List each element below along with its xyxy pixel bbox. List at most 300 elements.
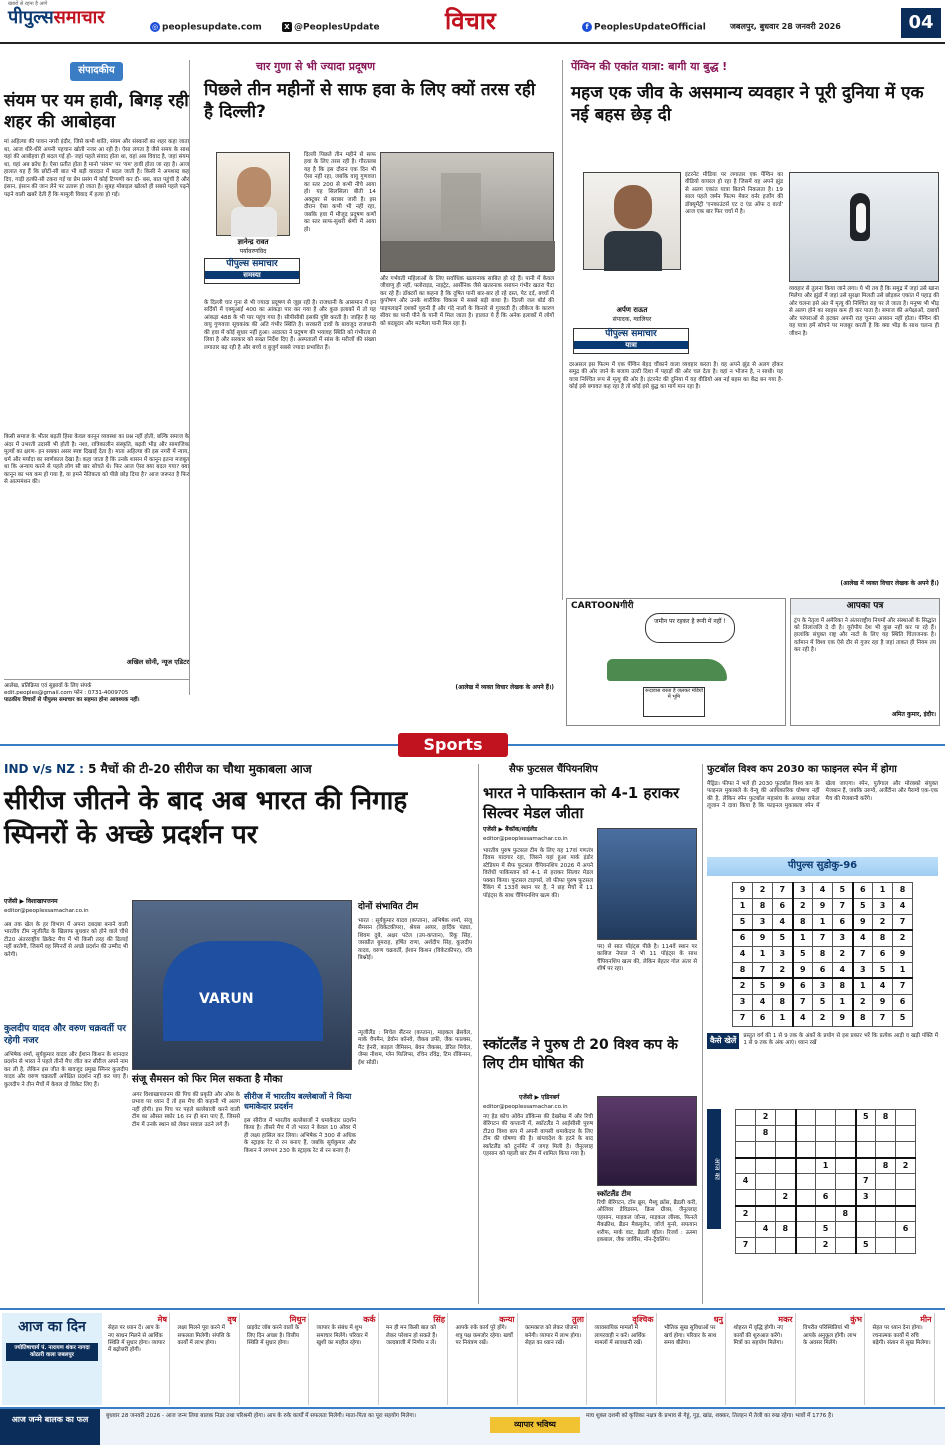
sudoku-cell: 8 (773, 994, 793, 1010)
horoscope-sign (523, 1313, 587, 1405)
sudoku-cell[interactable]: 4 (736, 1174, 756, 1190)
facebook-icon: f (582, 22, 592, 32)
sudoku-cell[interactable]: 7 (736, 1238, 756, 1254)
sudoku-cell[interactable] (836, 1110, 856, 1126)
newspaper-logo[interactable]: पीपुल्ससमाचार (8, 7, 105, 28)
teams-title: दोनों संभावित टीम (358, 902, 419, 912)
sudoku-cell[interactable]: 6 (816, 1190, 836, 1206)
sudoku-puzzle-grid[interactable] (735, 1109, 916, 1254)
author-role: पर्यावरणविद (239, 248, 267, 255)
article-penguin (562, 60, 942, 600)
sudoku-cell[interactable] (796, 1126, 816, 1142)
sudoku-cell: 4 (753, 994, 773, 1010)
author-name: ज्ञानेन्द्र रावत (237, 238, 269, 246)
sign-name: कुंभ (850, 1315, 862, 1324)
sudoku-cell: 8 (853, 1010, 873, 1026)
sudoku-cell: 8 (793, 914, 813, 930)
scotland-squad: रिची बेरिंगटन, टॉम ब्रूस, मैथ्यू क्रॉस, ब्रैडली करी, ओलिवर डेविडसन, क्रिस ग्रीव्स, जैनुल्लाह एहसान, माइकल जोन्स, माइकल लीस्क, फिनले मैकक्रीथ, ब्रैंडन मैकमुलेन, जॉर्ज मुन्से, सफयान शरीफ, मार्क वाट, ब्रैडली व्हील। रिजर्व : ऊस्मा इकबाल, जैक जार्विस, नॉन-ट्रैवलिंग। (597, 1200, 697, 1244)
sudoku-cell: 4 (833, 962, 853, 978)
horoscope-sign (871, 1313, 935, 1405)
article-footer: (आलेख में व्यक्त विचार लेखक के अपने हैं।) (455, 684, 554, 691)
sudoku-cell: 4 (793, 1010, 813, 1026)
sudoku-cell: 4 (773, 914, 793, 930)
scotland-squad-title: स्कॉटलैंड टीम (597, 1190, 631, 1198)
sudoku-cell[interactable] (756, 1190, 776, 1206)
topic-box-tag: समस्या (205, 271, 299, 280)
sudoku-cell[interactable] (896, 1126, 916, 1142)
sudoku-cell: 1 (833, 994, 853, 1010)
sign-name: तुला (571, 1315, 584, 1324)
article-body-intro: इंटरनेट मीडिया पर लगातार एक पेंग्विन का वीडियो वायरल हो रहा है जिसमें वह अपने झुंड से अलग एकांत यात्रा बिताने निकलता है। 19 साल पहले जर्मन फिल्म मेकर वर्नर हर्जोग की डॉक्यूमेंट्री 'एनकाउंटर्स एट द एंड ऑफ द वर्ल्ड' आज एक बार फिर चर्चा में है। (685, 172, 783, 216)
sudoku-cell[interactable]: 5 (816, 1222, 836, 1238)
footer-strip (0, 1407, 945, 1445)
sudoku-cell: 2 (893, 930, 913, 946)
subhead-batters: सीरीज में भारतीय बल्लेबाजों ने किया धमाकेदार प्रदर्शन (244, 1092, 352, 1112)
sports-section-tag: Sports (398, 733, 508, 757)
sudoku-cell[interactable] (736, 1158, 756, 1174)
sudoku-cell: 7 (773, 882, 793, 898)
penguin-photo (789, 172, 939, 282)
logo-tagline: खबरों से रहना है आगे (8, 1, 48, 7)
sudoku-cell[interactable] (776, 1126, 796, 1142)
dateline: जबलपुर, बुधवार 28 जनवरी 2026 (730, 22, 841, 31)
sudoku-cell: 3 (793, 882, 813, 898)
scotland-body: नए हेड कोच ओवेन डॉकिन्स की देखरेख में और रिची बेरिंगटन की कप्तानी में, स्कॉटलैंड ने आईसीसी पुरुष टी20 विश्व कप में अपनी वापसी धमाकेदार के लिए टीम की घोषणा की है। बांग्लादेश के हटने के बाद स्कॉटलैंड को टूर्नामेंट में जगह मिली है। जैनुल्लाह एहसान को पहली बार टीम में शामिल किया गया है। (483, 1114, 593, 1158)
sports-main-story (4, 762, 474, 1302)
sudoku-cell: 1 (893, 962, 913, 978)
divider (0, 1308, 945, 1310)
sudoku-cell[interactable] (896, 1190, 916, 1206)
article-kicker: पेंग्विन की एकांत यात्रा: बागी या बुद्ध ! (571, 60, 728, 73)
contact-label: आलेख, प्रतिक्रिया एवं सुझावों के लिए संपर्क (4, 682, 92, 689)
sudoku-cell: 7 (793, 994, 813, 1010)
sudoku-cell: 3 (833, 930, 853, 946)
x-icon: X (282, 22, 292, 32)
sudoku-cell[interactable] (796, 1238, 816, 1254)
sudoku-cell[interactable] (736, 1126, 756, 1142)
sudoku-cell: 7 (733, 1010, 753, 1026)
sudoku-cell: 4 (873, 978, 893, 994)
aaj-ka-din-box (2, 1313, 102, 1405)
sudoku-cell: 4 (813, 882, 833, 898)
article-kicker: चार गुणा से भी ज्यादा प्रदूषण (256, 60, 376, 73)
article-title: पिछले तीन महीनों से साफ हवा के लिए क्यों तरस रही है दिल्ली? (204, 80, 536, 122)
sudoku-cell[interactable] (776, 1174, 796, 1190)
topic-box (204, 258, 300, 284)
sports-body-pitch: अगर विशाखापत्तनम की पिच की प्रकृति और ओस के प्रभाव पर ध्यान दें तो इस मैच की कहानी भी अलग नहीं होगी। इस पिच पर पहले बल्लेबाजी करने वाली टीम का औसत स्कोर 16 रन ही बना पाए हैं, जिससे टीम में उनके स्थान को लेकर सवाल उठने लगे हैं। (132, 1092, 240, 1128)
sudoku-cell[interactable] (836, 1238, 856, 1254)
horoscope-sign (384, 1313, 448, 1405)
website-link[interactable]: ◎ peoplesupdate.com (151, 22, 262, 33)
sudoku-cell[interactable]: 8 (876, 1110, 896, 1126)
sudoku-cell: 5 (833, 882, 853, 898)
sudoku-cell[interactable] (796, 1110, 816, 1126)
sudoku-cell: 2 (833, 946, 853, 962)
sudoku-cell[interactable] (816, 1206, 836, 1222)
sudoku-cell[interactable]: 2 (736, 1206, 756, 1222)
author-role: संपादक, ग्वालियर (612, 316, 652, 323)
sudoku-cell: 1 (773, 1010, 793, 1026)
contact-email[interactable]: edit.peoples@gmail.com (4, 689, 73, 696)
sudoku-cell: 5 (793, 946, 813, 962)
sudoku-cell: 8 (833, 978, 853, 994)
sudoku-cell: 1 (873, 882, 893, 898)
article-body-continued: और गर्भवती महिलाओं के लिए सर्वाधिक खतरनाक साबित हो रहे हैं। पानी में केवल जीवाणु ही नहीं, फ्लोराइड, नाइट्रेट, आर्सेनिक जैसे खतरनाक रसायन गंभीर खतरा पैदा कर रहे हैं। डॉक्टरों का कहना है कि दूषित पानी बार-बार हो रहे दस्त, पेट दर्द, बच्चों में कुपोषण और उनके शारीरिक विकास में सबसे बड़ी बाधा है। दिल्ली जल बोर्ड की पाइपलाइनें दशकों पुरानी हैं और गंदे नालों के किनारे से गुजरती हैं। लीकेज के कारण सीवर का पानी पीने के पानी में मिल जाता है। हालात ये हैं कि अनेक इलाकों में लोगों को बदबूदार और मटमैला पानी मिल रहा है। (380, 276, 554, 327)
sign-name: सिंह (433, 1315, 445, 1324)
horoscope-sign (662, 1313, 726, 1405)
sudoku-cell: 6 (893, 994, 913, 1010)
sudoku-cell[interactable] (816, 1174, 836, 1190)
sudoku-cell: 9 (793, 962, 813, 978)
disclaimer: पाठकीय विचारों से पीपुल्स समाचार का सहमत होना आवश्यक नहीं। (4, 696, 140, 703)
sudoku-cell: 5 (773, 930, 793, 946)
sudoku-cell: 5 (853, 898, 873, 914)
sudoku-cell[interactable] (856, 1222, 876, 1238)
sudoku-cell[interactable] (896, 1174, 916, 1190)
sudoku-cell[interactable] (876, 1238, 896, 1254)
sudoku-cell: 5 (733, 914, 753, 930)
horoscope-sign (732, 1313, 796, 1405)
sign-prediction: मन ही मन किसी बात को लेकर परेशान हो सकते हैं। जल्दबाजी में निर्णय न लें। (386, 1325, 438, 1346)
cartoon-panel (566, 598, 786, 726)
sudoku-cell[interactable]: 2 (816, 1238, 836, 1254)
sudoku-cell[interactable] (876, 1206, 896, 1222)
sudoku-cell[interactable]: 3 (856, 1190, 876, 1206)
match-kicker: 5 मैचों की टी-20 सीरीज का चौथा मुकाबला आज (88, 762, 312, 776)
byline-email[interactable]: editor@peoplessamachar.co.in (483, 1104, 568, 1110)
byline-email[interactable]: editor@peoplessamachar.co.in (483, 836, 568, 842)
topic-box-tag: यात्रा (574, 341, 688, 350)
sudoku-cell[interactable]: 2 (756, 1110, 776, 1126)
sign-name: कर्क (363, 1315, 376, 1324)
sudoku-cell: 3 (853, 962, 873, 978)
sudoku-cell: 2 (733, 978, 753, 994)
sudoku-cell[interactable] (756, 1206, 776, 1222)
sign-prediction: सेहत पर ध्यान देना होगा। रचनात्मक कार्यों में रुचि बढ़ेगी। संतान से सुख मिलेगा। (872, 1325, 931, 1346)
sudoku-cell: 3 (753, 914, 773, 930)
sudoku-cell: 9 (813, 898, 833, 914)
sudoku-cell: 1 (853, 978, 873, 994)
article-body-continued: व्यवहार से तुलना किया जाने लगा। ये भी तय है कि समुद्र में जहां उसे खाना मिलेगा और झुंडों में जहां उसे सुरक्षा मिलती उसे छोड़कर एकांत में पहाड़ की ओर चलना इसे अंत में मृत्यु की निश्चित राह पर ले जाता है। मनुष्य भी भीड़ से अलग होने का साहस कम ही कर पाता है। समाज की अपेक्षाओं, दबावों और परंपराओं से हटकर अपनी राह चुनना आसान नहीं होता। पेंग्विन की यह यात्रा हमें सोचने पर मजबूर करती है कि क्या भीड़ के साथ चलना ही जीवन है। (789, 286, 939, 337)
sudoku-cell[interactable] (896, 1142, 916, 1158)
speech-bubble: जमीन पर रहकर है रूनी में नहीं ! (645, 613, 735, 643)
sports-body-spinners: अभिषेक शर्मा, सूर्यकुमार यादव और ईशान किशन के शानदार प्रदर्शन से भारत ने पहले तीनों मैच जीत कर सीरीज अपने नाम कर ली है, लेकिन इस जीत के बावजूद प्रमुख स्पिनर कुलदीप यादव और वरुण चक्रवर्ती अपेक्षित प्रदर्शन नहीं कर पाए हैं। कुलदीप ने तीन मैचों में केवल दो विकेट लिए हैं। (4, 1052, 128, 1088)
sports-headline: सीरीज जीतने के बाद अब भारत की निगाह स्पिनरों के अच्छे प्रदर्शन पर (4, 786, 408, 851)
byline: एजेंसी ▶ बैंकॉक/थाईलैंड (483, 826, 538, 833)
sudoku-cell[interactable] (896, 1110, 916, 1126)
futsal-story (478, 764, 698, 1304)
sudoku-cell: 8 (813, 946, 833, 962)
sudoku-cell: 6 (853, 882, 873, 898)
sudoku-cell: 8 (753, 898, 773, 914)
article-body-main: के दिल्ली चार गुना से भी ज्यादा प्रदूषण से जूझ रही है। राजधानी के आसमान में इन सर्दियों में एक्यूआई 400 का आंकड़ा पार कर गया है और कुछ इलाकों में तो यह आंकड़ा 488 के भी पार पहुंच गया है। सीपीसीबी इसकी पुष्टि करती है। जाहिर है यह वायु गुणवत्ता सूचकांक की अति गंभीर स्थिति है। सरकारी दावों के बावजूद राजधानी की हवा में कोई सुधार नहीं हुआ। अदालत ने प्रदूषण की भयावह स्थिति को गंभीरता से लिया है और सरकार को सख्त निर्देश दिए हैं। अस्पतालों में सांस के मरीजों की संख्या लगातार बढ़ रही है और बच्चे व बुजुर्ग सबसे ज्यादा प्रभावित हैं। (204, 300, 376, 351)
futsal-body: भारतीय पुरुष फुटसल टीम के लिए यह 17वां गणतंत्र दिवस यादगार रहा, जिसने यहां हुआ मार्क इंडोर स्टेडियम में सैफ फुटसल चैंपियनशिप 2026 में अपने विरोधी पाकिस्तान को 4-1 से हराकर सिल्वर मेडल पक्का किया। फुटसल टाइगर्स, जो फीफा पुरुष फुटसल रैंकिंग में 133वें स्थान पर हैं, ने छह मैचों में 11 पॉइंट्स के साथ चैंपियनशिप खत्म की। (483, 848, 593, 899)
section-title: विचार (445, 7, 496, 35)
article-title: महज एक जीव के असमान्य व्यवहार ने पूरी दुनिया में एक नई बहस छेड़ दी (571, 83, 924, 126)
sudoku-cell: 7 (833, 898, 853, 914)
business-forecast-label: व्यापार भविष्य (490, 1417, 580, 1433)
sudoku-cell[interactable]: 1 (816, 1158, 836, 1174)
puzzle-side-label: आज का (707, 1109, 721, 1229)
letters-title: आपका पत्र (791, 599, 939, 615)
sudoku-cell: 5 (873, 962, 893, 978)
sudoku-cell: 2 (813, 1010, 833, 1026)
sudoku-cell: 6 (793, 978, 813, 994)
sign-prediction: व्यावसायिक मामलों में लापरवाही न करें। आर्थिक मामलों में सावधानी रखें। (594, 1325, 646, 1346)
sudoku-cell[interactable] (896, 1206, 916, 1222)
sudoku-cell: 6 (873, 946, 893, 962)
editorial-body: मां अहिल्या की पावन नगरी इंदौर, जिसे कभी शांति, संयम और संस्कारों का शहर कहा जाता था, आज धीरे-धीरे अपनी पहचान खोती नजर आ रही है। ऐसा लगता है जैसे समय के साथ यहां की आबोहवा ही बदल गई हो- जहां पहले संवाद होता था, वहां अब विवाद है, जहां संयम था, वहां अब क्रोध है। ऐसा प्रतीत होता है मानो 'संयम' पर 'यम' हावी होता जा रहा है। आज हालात यह हैं कि छोटी-सी बात भी बड़ी वारदात में बदल जाती है। किसी ने अपशब्द कह दिए, गाड़ी हल्की-सी टकरा गई या प्रेम प्रसंग में कोई टिप्पणी कर दी- बस, बात पहुंची है और इंसान, इंसान की जान लेने पर उतारू हो जाता है। सुबह मोबाइल खोलते ही सबसे पहले पढ़ने पढ़ने वाली खबरें देती हैं कि मामूली विवाद में हत्या हो गई। (4, 139, 189, 198)
sudoku-cell: 2 (793, 898, 813, 914)
smog-photo (380, 152, 554, 272)
sudoku-cell[interactable] (756, 1158, 776, 1174)
topic-box-label: पीपुल्स समाचार (605, 329, 657, 339)
author-photo (216, 152, 290, 236)
sudoku-cell: 4 (893, 898, 913, 914)
page-number: 04 (901, 8, 941, 38)
sudoku-cell[interactable] (816, 1142, 836, 1158)
sudoku-cell[interactable] (816, 1126, 836, 1142)
sudoku-cell: 7 (893, 978, 913, 994)
masthead (0, 0, 945, 44)
cartoon-sign: रूदावास रास्ता है जलकर मंडियों में भूमि (643, 687, 705, 717)
sudoku-cell: 8 (893, 882, 913, 898)
sudoku-cell: 9 (733, 882, 753, 898)
fifa-body: मैड्रिड। फीफा ने भले ही 2030 फुटबॉल विश्व कप के फाइनल मुकाबले के वेन्यू की आधिकारिक घोषणा नहीं की है, लेकिन स्पेन फुटबॉल महासंघ के अध्यक्ष राफेल लूजान ने दावा किया है कि फाइनल मुकाबला स्पेन में खेला जाएगा। स्पेन, पुर्तगाल और मोरक्को संयुक्त मेजबान हैं, जबकि उरुग्वे, अर्जेंटीना और पैराग्वे एक-एक मैच की मेजबानी करेंगे। (707, 780, 938, 810)
sudoku-cell[interactable] (776, 1238, 796, 1254)
sign-prediction: लक्ष्य मिलने पूरा करने में सफलता मिलेगी। संपत्ति के कार्यों में लाभ होगा। (177, 1325, 231, 1346)
editorial-title: संयम पर यम हावी, बिगड़ रही शहर की आबोहवा (4, 90, 189, 133)
byline: एजेंसी ▶ विशाखापत्तनम (4, 898, 58, 905)
right-sports-column (702, 764, 942, 1304)
horoscope-sign (176, 1313, 240, 1405)
sudoku-cell: 7 (873, 1010, 893, 1026)
sudoku-cell[interactable] (756, 1142, 776, 1158)
how-to-play-label: कैसे खेलें (707, 1033, 739, 1049)
sudoku-cell[interactable] (876, 1222, 896, 1238)
sudoku-cell: 3 (873, 898, 893, 914)
sudoku-cell[interactable] (896, 1238, 916, 1254)
sudoku-cell: 3 (773, 946, 793, 962)
sudoku-cell[interactable] (796, 1206, 816, 1222)
sign-name: धनु (713, 1315, 723, 1324)
sudoku-cell[interactable] (876, 1174, 896, 1190)
byline: एजेंसी ▶ एडिनबर्ग (519, 1094, 560, 1101)
sudoku-cell: 6 (833, 914, 853, 930)
editorial-byline: अखिल सोनी, न्यूज एडिटर (126, 658, 189, 667)
match-label: IND v/s NZ : (4, 762, 84, 776)
sign-name: कन्या (499, 1315, 515, 1324)
sudoku-cell[interactable]: 8 (776, 1222, 796, 1238)
sudoku-cell[interactable]: 8 (836, 1206, 856, 1222)
sudoku-cell: 9 (753, 930, 773, 946)
sudoku-cell[interactable]: 5 (856, 1110, 876, 1126)
sign-prediction: कामकाज को लेकर योजना बनेगी। व्यापार में लाभ होगा। सेहत का ध्यान रखें। (525, 1325, 582, 1346)
team-india-list: भारत : सूर्यकुमार यादव (कप्तान), अभिषेक शर्मा, संजू सैमसन (विकेटकीपर), श्रेयस अय्यर, हार्दिक पंड्या, शिवम दुबे, अक्षर पटेल (उप-कप्तान), रिंकू सिंह, जसप्रीत बुमराह, हर्षित राणा, अर्शदीप सिंह, कुलदीप यादव, वरुण चक्रवर्ती, ईशान किशन (विकेटकीपर), रवि बिश्नोई। (358, 918, 472, 962)
sudoku-cell[interactable]: 2 (776, 1190, 796, 1206)
sudoku-cell: 1 (793, 930, 813, 946)
topic-box-label: पीपुल्स समाचार (226, 259, 278, 269)
sudoku-cell[interactable]: 8 (756, 1126, 776, 1142)
sudoku-cell: 7 (813, 930, 833, 946)
astrologer-name: ज्योतिषाचार्य पं. नारायण शंकर नागदा कोठारी वाला जबलपुर (6, 1343, 98, 1361)
letters-signature: अमित कुमार, इंदौर। (891, 710, 936, 718)
sudoku-cell[interactable] (776, 1110, 796, 1126)
futsal-photo (597, 828, 697, 940)
sudoku-cell[interactable] (816, 1110, 836, 1126)
sudoku-cell[interactable] (856, 1142, 876, 1158)
article-body-intro: दिल्ली पिछले तीन महीने से साफ हवा के लिए तरस रही है। गौरतलब यह है कि इस दौरान एक दिन भी ऐसा नहीं रहा, जबकि वायु गुणवत्ता का स्तर 200 से कभी नीचे आया हो। यह सिलसिला बीती 14 अक्टूबर से बराबर जारी है। इस दौरान ऐसा कभी भी नहीं रहा, जबकि हवा में मौजूद प्रदूषण कणों का स्तर साफ-सुथरी श्रेणी में आया हो। (304, 152, 376, 233)
sudoku-cell: 6 (813, 962, 833, 978)
crocodile-drawing (607, 659, 727, 681)
sudoku-cell[interactable] (796, 1158, 816, 1174)
globe-icon: ◎ (151, 23, 159, 31)
team-nz-list: न्यूजीलैंड : मिचेल सैंटनर (कप्तान), माइकल ब्रेसवेल, मार्क चैपमैन, डेवोन कॉनवे, जैकब डफी, जैक फाल्क्स, मैट हेनरी, काइल जैमिसन, बेवन जैकब्स, डेरिल मिचेल, जेम्स नीशम, ग्लेन फिलिप्स, रचिन रविंद्र, टिम रॉबिन्सन, ईश सोढी। (358, 1030, 472, 1066)
sudoku-cell[interactable]: 2 (896, 1158, 916, 1174)
letters-body: ट्रंप के नेतृत्व में अमेरिका ने अंतरराष्ट्रीय नियमों और संस्थाओं के सिद्धांत को तिलांजलि दे दी है। यूरोपीय देश भी कुछ नहीं कर पा रहे हैं। हालांकि संयुक्त राष्ट्र और नाटो के लिए यह स्थिति चिंताजनक है। वर्तमान में विश्व एक ऐसे दौर से गुजर रहा है जहां ताकत ही नियम तय कर रही है। (794, 617, 936, 654)
article-footer: (आलेख में व्यक्त विचार लेखक के अपने हैं।) (840, 580, 939, 587)
sudoku-cell[interactable] (736, 1190, 756, 1206)
sign-prediction: व्यापार के संबंध में शुभ समाचार मिलेंगे। परिवार में खुशी का माहौल रहेगा। (316, 1325, 368, 1346)
sudoku-cell: 3 (733, 994, 753, 1010)
sudoku-cell[interactable] (876, 1142, 896, 1158)
sudoku-cell: 7 (893, 914, 913, 930)
sudoku-cell: 3 (813, 978, 833, 994)
horoscope-sign (245, 1313, 309, 1405)
sudoku-cell[interactable] (796, 1142, 816, 1158)
sudoku-cell: 2 (873, 914, 893, 930)
sign-prediction: सेहत पर ध्यान दें। आप के नए साधन मिलने से आर्थिक स्थिति में सुधार होगा। व्यापार में बढ़ोत्तरी होगी। (108, 1325, 165, 1353)
sudoku-cell: 7 (853, 946, 873, 962)
sign-prediction: आपके रुके कार्य पूरे होंगे। शत्रु पक्ष कमजोर रहेगा। खर्चों पर नियंत्रण रखें। (455, 1325, 513, 1346)
letters-box (790, 598, 940, 726)
cartoon-label: CARTOONगीरी (571, 601, 634, 611)
sudoku-cell[interactable] (856, 1158, 876, 1174)
sudoku-cell[interactable] (836, 1174, 856, 1190)
aaj-ka-din-title: आज का दिन (18, 1319, 86, 1335)
sudoku-cell[interactable] (836, 1158, 856, 1174)
contact-phone: फोन : 0731-4009705 (73, 689, 129, 696)
article-delhi-pollution (196, 60, 559, 695)
sudoku-cell[interactable] (736, 1142, 756, 1158)
futsal-kicker: सैफ फुटसल चैंपियनशिप (509, 764, 598, 775)
sudoku-cell[interactable] (856, 1126, 876, 1142)
facebook-page[interactable]: f PeoplesUpdateOfficial (582, 22, 706, 34)
sudoku-cell: 1 (813, 914, 833, 930)
sudoku-cell[interactable] (836, 1222, 856, 1238)
sudoku-cell: 9 (873, 994, 893, 1010)
sudoku-cell[interactable]: 8 (876, 1158, 896, 1174)
sudoku-cell[interactable] (836, 1190, 856, 1206)
jersey-name: VARUN (199, 991, 254, 1007)
sudoku-cell: 9 (833, 1010, 853, 1026)
birth-fortune-label: आज जन्मे बालक का फल (0, 1409, 100, 1445)
sudoku-cell[interactable] (876, 1126, 896, 1142)
sudoku-cell[interactable]: 5 (856, 1238, 876, 1254)
horoscope-sign (593, 1313, 657, 1405)
sudoku-cell: 2 (773, 962, 793, 978)
sudoku-title: पीपुल्स सुडोकु-96 (707, 857, 938, 876)
sudoku-cell: 6 (773, 898, 793, 914)
sudoku-cell: 9 (773, 978, 793, 994)
sudoku-cell: 5 (893, 1010, 913, 1026)
sign-name: वृष (227, 1315, 237, 1324)
sudoku-cell: 5 (753, 978, 773, 994)
sudoku-cell: 9 (853, 914, 873, 930)
twitter-handle[interactable]: X @PeoplesUpdate (282, 22, 380, 34)
horoscope-sign (454, 1313, 518, 1405)
sign-name: मकर (778, 1315, 793, 1324)
how-to-play-text: प्रस्तुत वर्ग की 1 से 9 तक के अंकों के प्रयोग से इस प्रकार भरें कि प्रत्येक आड़ी व खड़ी पंक्ति में 1 से 9 तक के अंक आएं। ध्यान रखें (743, 1032, 938, 1047)
sudoku-cell[interactable]: 7 (856, 1174, 876, 1190)
horoscope-sign (315, 1313, 379, 1405)
birth-fortune-text: बुधवार 28 जनवरी 2026 - आज जन्म लिया बालक निडर तथा परिश्रमी होगा। आप के रुके कार्यों में सफलता मिलेगी। माता-पिता का पूरा सहयोग मिलेगा। (106, 1413, 417, 1419)
sudoku-cell[interactable]: 4 (756, 1222, 776, 1238)
sign-name: मीन (920, 1315, 932, 1324)
subhead-spinners: कुलदीप यादव और वरुण चक्रवर्ती पर रहेगी नजर (4, 1024, 126, 1046)
sudoku-cell: 7 (753, 962, 773, 978)
horoscope-sign (106, 1313, 170, 1405)
editorial-body-continued: किसी समाज के भीतर बढ़ती हिंसा केवल कानून व्यवस्था का प्रश्न नहीं होती, बल्कि समाज के अंदर में उभरती उदासी भी होती है। नशा, रात्रिकालीन संस्कृति, बढ़ती भीड़ और सामाजिक मूल्यों का क्षरण- इन सबका असर स्पष्ट दिखाई देता है। माता अहिल्या की इस नगरी में न्याय, धर्म और मर्यादा का स्वर्णकाल देखा है। कहा जाता है कि उनके शासन में कानून इतना मजबूत था कि अन्याय करने से पहले लोग सौ बार सोचते थे। फिर आज ऐसा क्या बदल गया? क्या कानून का भय कम हो गया है, या हमने नैतिकता को पीछे छोड़ दिया है? आज जरूरत है फिर से आत्ममंथन की। (4, 434, 189, 486)
editorial-column (4, 60, 190, 703)
sudoku-cell[interactable] (876, 1190, 896, 1206)
byline-email[interactable]: editor@peoplessamachar.co.in (4, 908, 89, 914)
sudoku-cell: 1 (733, 898, 753, 914)
article-body-main: दरअसल इस फिल्म में एक पेंग्विन बेहद चौंकाने वाला व्यवहार करता है। वह अपने झुंड से अलग होकर समुद्र की ओर जाने के बजाय उल्टी दिशा में पहाड़ों की ओर चल देता है। वहां न भोजन है, न साथी। यह यात्रा निश्चित रूप से मृत्यु की ओर है। इंटरनेट की दुनिया में यह वीडियो अब नई बहस का केंद्र बन गया है- कोई इसे बगावत कह रहा है तो कोई इसे बुद्ध का मार्ग मान रहा है। (569, 362, 783, 391)
sudoku-cell[interactable] (836, 1142, 856, 1158)
sudoku-cell[interactable] (856, 1206, 876, 1222)
editorial-tag: संपादकीय (70, 62, 122, 81)
sudoku-cell[interactable] (776, 1206, 796, 1222)
sudoku-cell: 4 (733, 946, 753, 962)
sudoku-solution-grid (732, 882, 913, 1027)
sudoku-cell[interactable] (836, 1126, 856, 1142)
sign-name: मिथुन (289, 1315, 306, 1324)
sudoku-cell[interactable] (756, 1174, 776, 1190)
sudoku-cell: 9 (893, 946, 913, 962)
sudoku-cell[interactable] (796, 1222, 816, 1238)
sign-prediction: भौतिक सुख सुविधाओं पर खर्च होगा। परिवार के साथ समय बीतेगा। (664, 1325, 717, 1346)
scotland-headline: स्कॉटलैंड ने पुरुष टी 20 विश्व कप के लिए टीम घोषित की (483, 1037, 678, 1072)
sudoku-cell: 8 (733, 962, 753, 978)
sudoku-cell: 2 (753, 882, 773, 898)
sudoku-cell: 8 (873, 930, 893, 946)
sign-name: वृश्चिक (632, 1315, 654, 1324)
sudoku-cell: 1 (753, 946, 773, 962)
futsal-body-continued: पर) से सात पॉइंट्स पीछे है। 114वें स्थान पर काबिज नेपाल ने भी 11 पॉइंट्स के साथ चैंपियनशिप खत्म की, लेकिन बेहतर गोल अंतर से शीर्ष पर रहा। (597, 944, 697, 973)
sudoku-cell: 6 (733, 930, 753, 946)
sudoku-cell[interactable] (736, 1222, 756, 1238)
futsal-headline: भारत ने पाकिस्तान को 4-1 हराकर सिल्वर मेडल जीता (483, 783, 680, 823)
sign-name: मेष (157, 1315, 167, 1324)
sudoku-cell[interactable] (776, 1142, 796, 1158)
sign-prediction: प्राइवेट जॉब करने वालों के लिए दिन अच्छा है। वित्तीय स्थिति में सुधार होगा। (247, 1325, 300, 1346)
sudoku-cell[interactable] (776, 1158, 796, 1174)
team-india-photo (132, 900, 352, 1070)
sudoku-cell[interactable]: 6 (896, 1222, 916, 1238)
sudoku-cell: 2 (853, 994, 873, 1010)
sign-prediction: विपरीत परिस्थितियां भी आपके अनुकूल होंगी। लाभ के अवसर मिलेंगे। (803, 1325, 857, 1346)
scotland-photo (597, 1096, 697, 1186)
sudoku-cell[interactable] (796, 1190, 816, 1206)
sports-body-intro: अब तक खेल के हर विभाग में अपना दबदबा बनाने वाली भारतीय टीम न्यूजीलैंड के खिलाफ बुधवार को होने वाले चौथे टी20 अंतरराष्ट्रीय क्रिकेट मैच में भी किसी तरह की ढिलाई नहीं बरतेगी, जिसमें वह स्पिनरों से अच्छे प्रदर्शन की उम्मीद भी करेगी। (4, 922, 128, 958)
sports-body-batters: इस सीरीज में भारतीय बल्लेबाजों ने धमाकेदार प्रदर्शन किया है। तीसरे मैच में तो भारत ने केवल 10 ओवर में ही लक्ष्य हासिल कर लिया। अभिषेक ने 300 से अधिक के स्ट्राइक रेट से रन बनाए हैं, जबकि सूर्यकुमार और किशन ने लगभग 230 के स्ट्राइक रेट से रन बनाए हैं। (244, 1118, 356, 1154)
sudoku-cell: 5 (813, 994, 833, 1010)
sudoku-cell[interactable] (796, 1174, 816, 1190)
sudoku-cell[interactable] (756, 1238, 776, 1254)
photo-caption: संजू सैमसन को फिर मिल सकता है मौका (132, 1074, 283, 1085)
sudoku-cell[interactable] (736, 1110, 756, 1126)
